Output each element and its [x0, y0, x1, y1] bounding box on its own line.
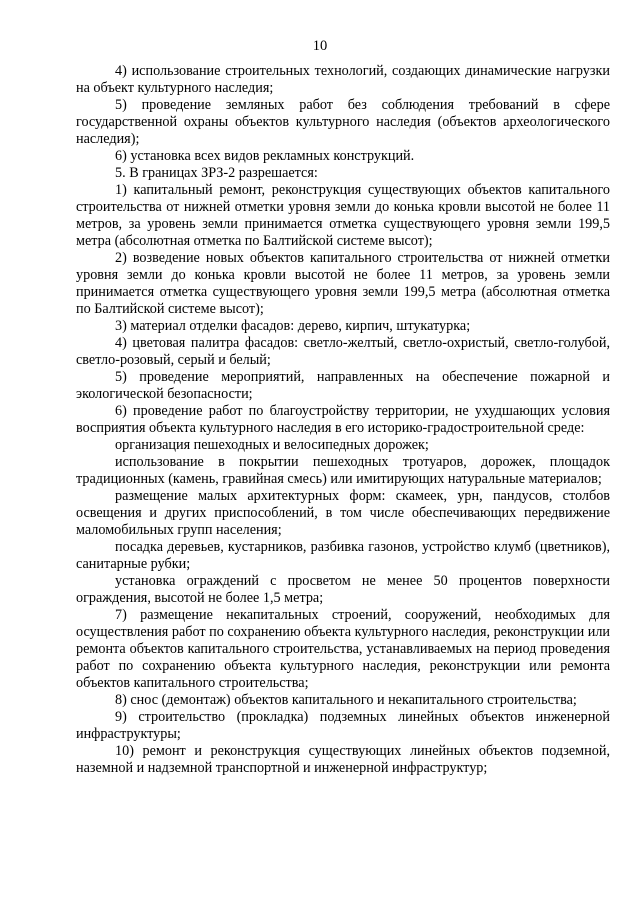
paragraph: 4) цветовая палитра фасадов: светло-желтый, светло-охристый, светло-голубой, светло-розовый, серый и белый;	[76, 335, 610, 368]
paragraph: 8) снос (демонтаж) объектов капитального и некапитального строительства;	[115, 692, 577, 708]
paragraph: 6) проведение работ по благоустройству территории, не ухудшающих условия восприятия объекта культурного наследия в его историко-градостроительной среде:	[76, 403, 610, 436]
paragraph: 4) использование строительных технологий, создающих динамические нагрузки на объект культурного наследия;	[76, 63, 610, 96]
paragraph: 7) размещение некапитальных строений, сооружений, необходимых для осуществления работ по сохранению объекта культурного наследия, реконструкции или ремонта объектов капитального строительства, устанавливаемых на период проведения работ по сохранению объекта культурного наследия, реконструкции или ремонта объектов капитального строительства;	[76, 607, 610, 691]
paragraph: 1) капитальный ремонт, реконструкция существующих объектов капитального строительства от нижней отметки уровня земли до конька кровли высотой не более 11 метров, за уровень земли принимается отметка существующего уровня земли 199,5 метра (абсолютная отметка по Балтийской системе высот);	[76, 182, 610, 249]
paragraph: 10) ремонт и реконструкция существующих линейных объектов подземной, наземной и надземной транспортной и инженерной инфраструктур;	[76, 743, 610, 776]
paragraph: 2) возведение новых объектов капитального строительства от нижней отметки уровня земли до конька кровли высотой не более 11 метров, за уровень земли принимается отметка существующего уровня земли 199,5 метра (абсолютная отметка по Балтийской системе высот);	[76, 250, 610, 317]
paragraph: организация пешеходных и велосипедных дорожек;	[115, 437, 429, 453]
paragraph: 5. В границах ЗРЗ-2 разрешается:	[115, 165, 318, 181]
paragraph: установка ограждений с просветом не менее 50 процентов поверхности ограждения, высотой не более 1,5 метра;	[76, 573, 610, 606]
paragraph: размещение малых архитектурных форм: скамеек, урн, пандусов, столбов освещения и других приспособлений, в том числе обеспечивающих передвижение маломобильных групп населения;	[76, 488, 610, 538]
paragraph: 5) проведение земляных работ без соблюдения требований в сфере государственной охраны объектов культурного наследия (объектов археологического наследия);	[76, 97, 610, 147]
paragraph: посадка деревьев, кустарников, разбивка газонов, устройство клумб (цветников), санитарные рубки;	[76, 539, 610, 572]
paragraph: использование в покрытии пешеходных тротуаров, дорожек, площадок традиционных (камень, гравийная смесь) или имитирующих натуральные материалов;	[76, 454, 610, 487]
document-body	[76, 63, 610, 777]
paragraph: 3) материал отделки фасадов: дерево, кирпич, штукатурка;	[115, 318, 471, 334]
paragraph: 6) установка всех видов рекламных конструкций.	[115, 148, 415, 164]
page-number: 10	[312, 38, 328, 54]
paragraph: 9) строительство (прокладка) подземных линейных объектов инженерной инфраструктуры;	[76, 709, 610, 742]
paragraph: 5) проведение мероприятий, направленных на обеспечение пожарной и экологической безопасности;	[76, 369, 610, 402]
